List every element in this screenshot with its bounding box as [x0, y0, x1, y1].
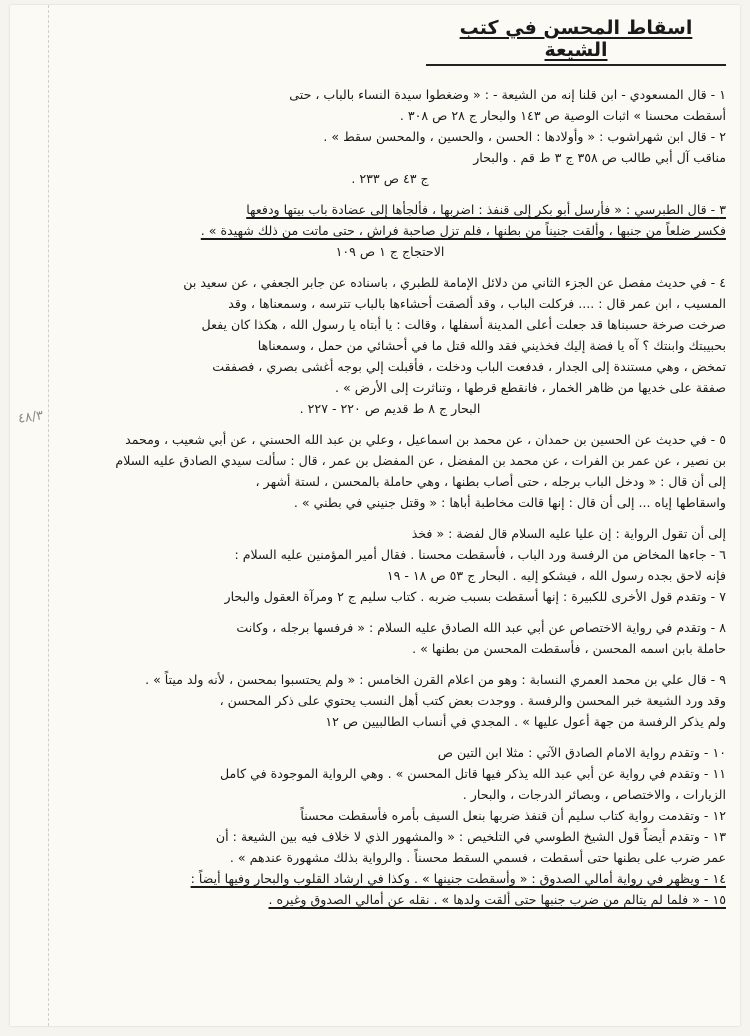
list-item	[54, 199, 726, 262]
list-item	[54, 523, 726, 607]
left-margin	[10, 5, 49, 1026]
page-content	[54, 15, 726, 1018]
text-line: ١١ - وتقدم في رواية عن أبي عبد الله يذكر فيها قاتل المحسن » . وهي الرواية الموجودة في كامل	[219, 766, 726, 781]
text-line: صفقة على خديها من ظاهر الخمار ، فانقطع قرطها ، وتناثرت إلى الأرض » .	[335, 380, 726, 395]
list-item	[54, 617, 726, 659]
text-line: المسيب ، ابن عمر قال : .... فركلت الباب ، وقد ألصقت أحشاءها بالباب تترسه ، وسمعناها ، وقد	[228, 296, 726, 311]
text-line: عمر ضرب على بطنها حتى أسقطت ، فسمي السقط محسناً . والرواية بذلك مشهورة عندهم » .	[229, 850, 726, 865]
text-line: ٦ - جاءها المخاض من الرفسة ورد الباب ، فأسقطت محسنا . فقال أمير المؤمنين عليه السلام :	[234, 547, 726, 562]
text-line: واسقاطها إياه ... إلى أن قال : إنها قالت مخاطبة أباها : « وقتل جنيني في بطني » .	[293, 495, 726, 510]
text-line: تمخض ، وهي مستندة إلى الجدار ، فدفعت الباب ودخلت ، فأقبلت إلي بوجه أغشى بصري ، فصفقت	[212, 359, 726, 374]
text-line: إلى أن قال : « ودخل الباب برجله ، حتى أصاب بطنها ، وهي حاملة بالمحسن ، لستة أشهر ،	[255, 474, 726, 489]
text-line: ١٠ - وتقدم رواية الامام الصادق الآتي : مثلا ابن التين ص	[437, 745, 726, 760]
list-item	[54, 429, 726, 513]
list-item	[54, 742, 726, 910]
text-line: بن نصير ، عن عمر بن الفرات ، عن محمد بن المفضل ، عن المفضل بن عمر ، قال : سألت سيدي الصادق عليه السلام	[115, 453, 726, 468]
list-item	[54, 669, 726, 732]
text-line: إلى أن تقول الرواية : إن عليا عليه السلام قال لفضة : « فخذ	[411, 526, 726, 541]
text-line: ٢ - قال ابن شهراشوب : « وأولادها : الحسن ، والحسين ، والمحسن سقط » .	[323, 129, 726, 144]
text-line: بحبيبتك وابنتك ؟ آه يا فضة إليك فخذيني فقد والله قتل ما في أحشائي من حمل ، وسمعناها	[257, 338, 726, 353]
list-item	[54, 84, 726, 189]
text-line: ١٤ - ويظهر في رواية أمالي الصدوق : « وأسقطت جنينها » . وكذا في ارشاد القلوب والبحار وفيها أيضاً :	[190, 871, 726, 886]
reference-line: ج ٤٣ ص ٢٣٣ .	[351, 171, 429, 186]
margin-annotation: ٤٨/٣	[17, 408, 45, 427]
text-line: مناقب آل أبي طالب ص ٣٥٨ ج ٣ ط قم . والبحار	[473, 150, 726, 165]
reference-line: الاحتجاج ج ١ ص ١٠٩	[335, 244, 445, 259]
text-line: ٩ - قال علي بن محمد العمري النسابة : وهو من اعلام القرن الخامس : « ولم يحتسبوا بمحسن ، لأنه ولد ميتاً » .	[145, 672, 726, 687]
text-line: ٥ - في حديث عن الحسين بن حمدان ، عن محمد بن اسماعيل ، وعلي بن عبد الله الحسني ، عن أبي شعيب ، ومحمد	[125, 432, 726, 447]
list-item	[54, 272, 726, 419]
text-line: ولم يذكر الرفسة من جهة أعول عليها » . المجدي في أنساب الطالبيين ص ١٢	[325, 714, 726, 729]
text-line: صرخت صرخة حسبناها قد جعلت أعلى المدينة أسفلها ، وقالت : يا أبتاه يا رسول الله ، هكذا كان يفعل	[201, 317, 726, 332]
text-line: فإنه لاحق بجده رسول الله ، فيشكو إليه . البحار ج ٥٣ ص ١٨ - ١٩	[386, 568, 726, 583]
document-page	[10, 5, 740, 1026]
text-line: ٧ - وتقدم قول الأخرى للكبيرة : إنها أسقطت بسبب ضربه . كتاب سليم ج ٢ ومرآة العقول والبحار	[224, 589, 726, 604]
text-line: الزيارات ، والاختصاص ، وبصائر الدرجات ، والبحار .	[462, 787, 726, 802]
text-line: وقد ورد الشيعة خبر المحسن والرفسة . ووجدت بعض كتب أهل النسب يحتوي على ذكر المحسن ،	[219, 693, 726, 708]
text-line: حاملة بابن اسمه المحسن ، فأسقطت المحسن من بطنها » .	[412, 641, 726, 656]
text-line: فكسر ضلعاً من جنبها ، وألقت جنيناً من بطنها ، فلم تزل صاحبة فراش ، حتى ماتت من ذلك شهيدة » .	[200, 223, 726, 238]
text-line: ١٣ - وتقدم أيضاً قول الشيخ الطوسي في التلخيص : « والمشهور الذي لا خلاف فيه بين الشيعة : أن	[215, 829, 726, 844]
reference-line: البحار ج ٨ ط قديم ص ٢٢٠ - ٢٢٧ .	[299, 401, 481, 416]
text-line: ٨ - وتقدم في رواية الاختصاص عن أبي عبد الله الصادق عليه السلام : « فرفسها برجله ، وكانت	[236, 620, 726, 635]
text-line: ١٥ - « فلما لم يتالم من ضرب جنبها حتى ألقت ولدها » . نقله عن أمالي الصدوق وغيره .	[268, 892, 726, 907]
text-line: أسقطت محسنا » اثبات الوصية ص ١٤٣ والبحار ج ٢٨ ص ٣٠٨ .	[399, 108, 726, 123]
text-line: ١٢ - وتقدمت رواية كتاب سليم أن قنفذ ضربها بنعل السيف بأمره فأسقطت محسناً	[300, 808, 726, 823]
page-title: اسقاط المحسن في كتب الشيعة	[426, 17, 726, 66]
text-line: ٣ - قال الطبرسي : « فأرسل أبو بكر إلى قنفذ : اضربها ، فألجأها إلى عضادة باب بيتها ودفعها	[246, 202, 726, 217]
text-line: ٤ - في حديث مفصل عن الجزء الثاني من دلائل الإمامة للطبري ، باسناده عن جابر الجعفي ، عن سعيد بن	[183, 275, 726, 290]
text-line: ١ - قال المسعودي - ابن قلنا إنه من الشيعة - : « وضغطوا سيدة النساء بالباب ، حتى	[289, 87, 726, 102]
